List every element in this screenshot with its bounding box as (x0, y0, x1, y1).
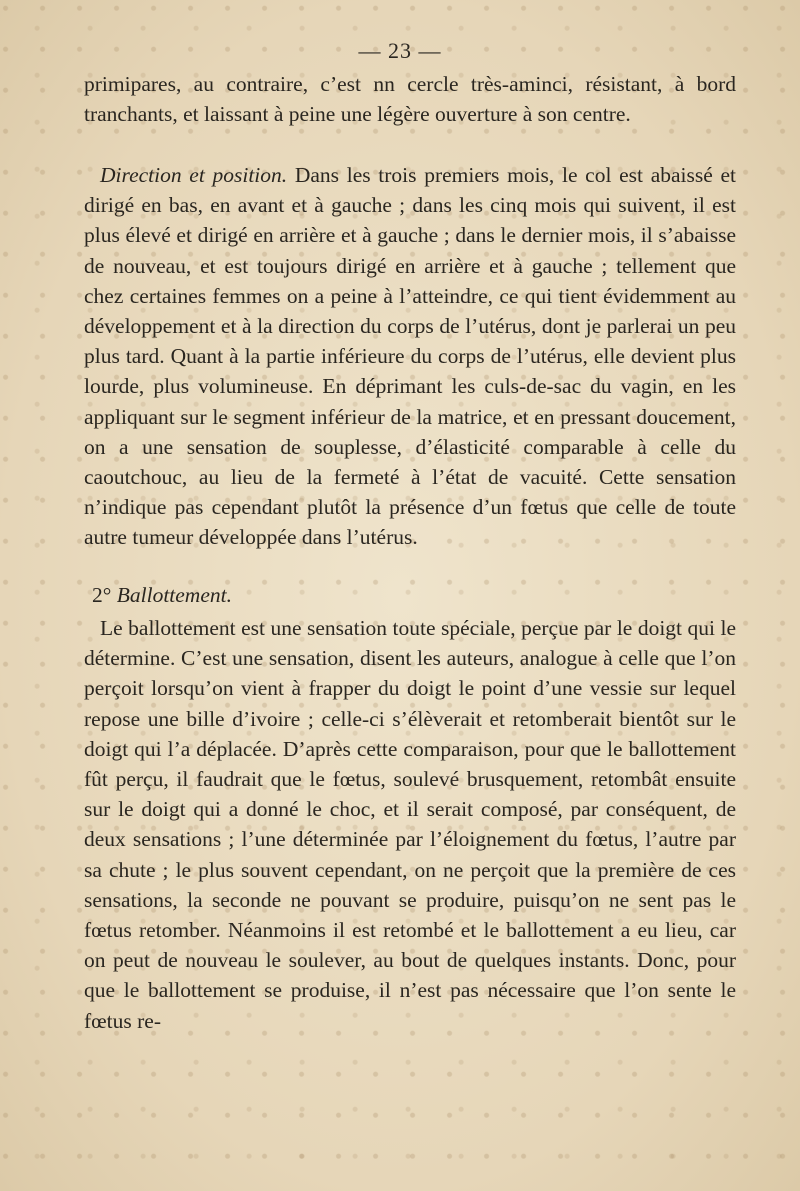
paragraph-body (84, 160, 736, 553)
paragraph-heading: Direction et position. (100, 163, 288, 187)
paragraph-text: Le ballottement est une sensation toute spéciale, perçue par le doigt qui le détermine. C’est une sensation, disent les auteurs, analogue à celle que l’on perçoit lorsqu’on vient à frapper du doigt le point d’une vessie sur lequel repose une bille d’ivoire ; celle-ci s’élèverait et retomberait bientôt sur le doigt qui l’a déplacée. D’après cette comparaison, pour que le ballottement fût perçu, il faudrait que le fœtus, soulevé brusquement, retombât ensuite sur le doigt qui a donné le choc, et il serait composé, par conséquent, de deux sensations ; l’une déterminée par l’éloignement du fœtus, l’autre par sa chute ; le plus souvent cependant, on ne perçoit que la première de ces sensations, la seconde ne pouvant se produire, puisqu’on ne sent pas le fœtus retomber. Néanmoins il est retombé et le ballottement a eu lieu, car on peut de nouveau le soulever, au bout de quelques instants. Donc, pour que le ballottement se produise, il n’est pas nécessaire que l’on sente le fœtus re- (84, 616, 736, 1033)
section-number: 2° (92, 583, 112, 607)
section-title: Ballottement. (116, 583, 232, 607)
page-number: — 23 — (358, 38, 442, 63)
paragraph-text: primipares, au contraire, c’est nn cercle très-aminci, résistant, à bord tranchants, et laissant à peine une légère ouverture à son centre. (84, 72, 736, 127)
paragraph-direction-position (84, 160, 736, 553)
paragraph-continuation (84, 69, 736, 129)
paragraph-text: Dans les trois premiers mois, le col est abaissé et dirigé en bas, en avant et à gauche ; dans les cinq mois qui suivent, il est plus élevé et dirigé en arrière et à gauche ; dans le dernier mois, il s’abaisse de nouveau, et est toujours dirigé en arrière et à gauche ; tellement que chez certaines femmes on a peine à l’atteindre, ce qui tient évidemment au développement et à la direction du corps de l’utérus, dont je parlerai un peu plus tard. Quant à la partie inférieure du corps de l’utérus, elle devient plus lourde, plus volumineuse. En déprimant les culs-de-sac du vagin, en les appliquant sur le segment inférieur de la matrice, et en pressant doucement, on a une sensation de souplesse, d’élasticité comparable à celle du caoutchouc, au lieu de la fermeté à l’état de vacuité. Cette sensation n’indique pas cependant plutôt la présence d’un fœtus que celle de toute autre tumeur développée dans l’utérus. (84, 163, 736, 550)
paragraph-ballottement (84, 613, 736, 1036)
section-heading (92, 580, 232, 610)
